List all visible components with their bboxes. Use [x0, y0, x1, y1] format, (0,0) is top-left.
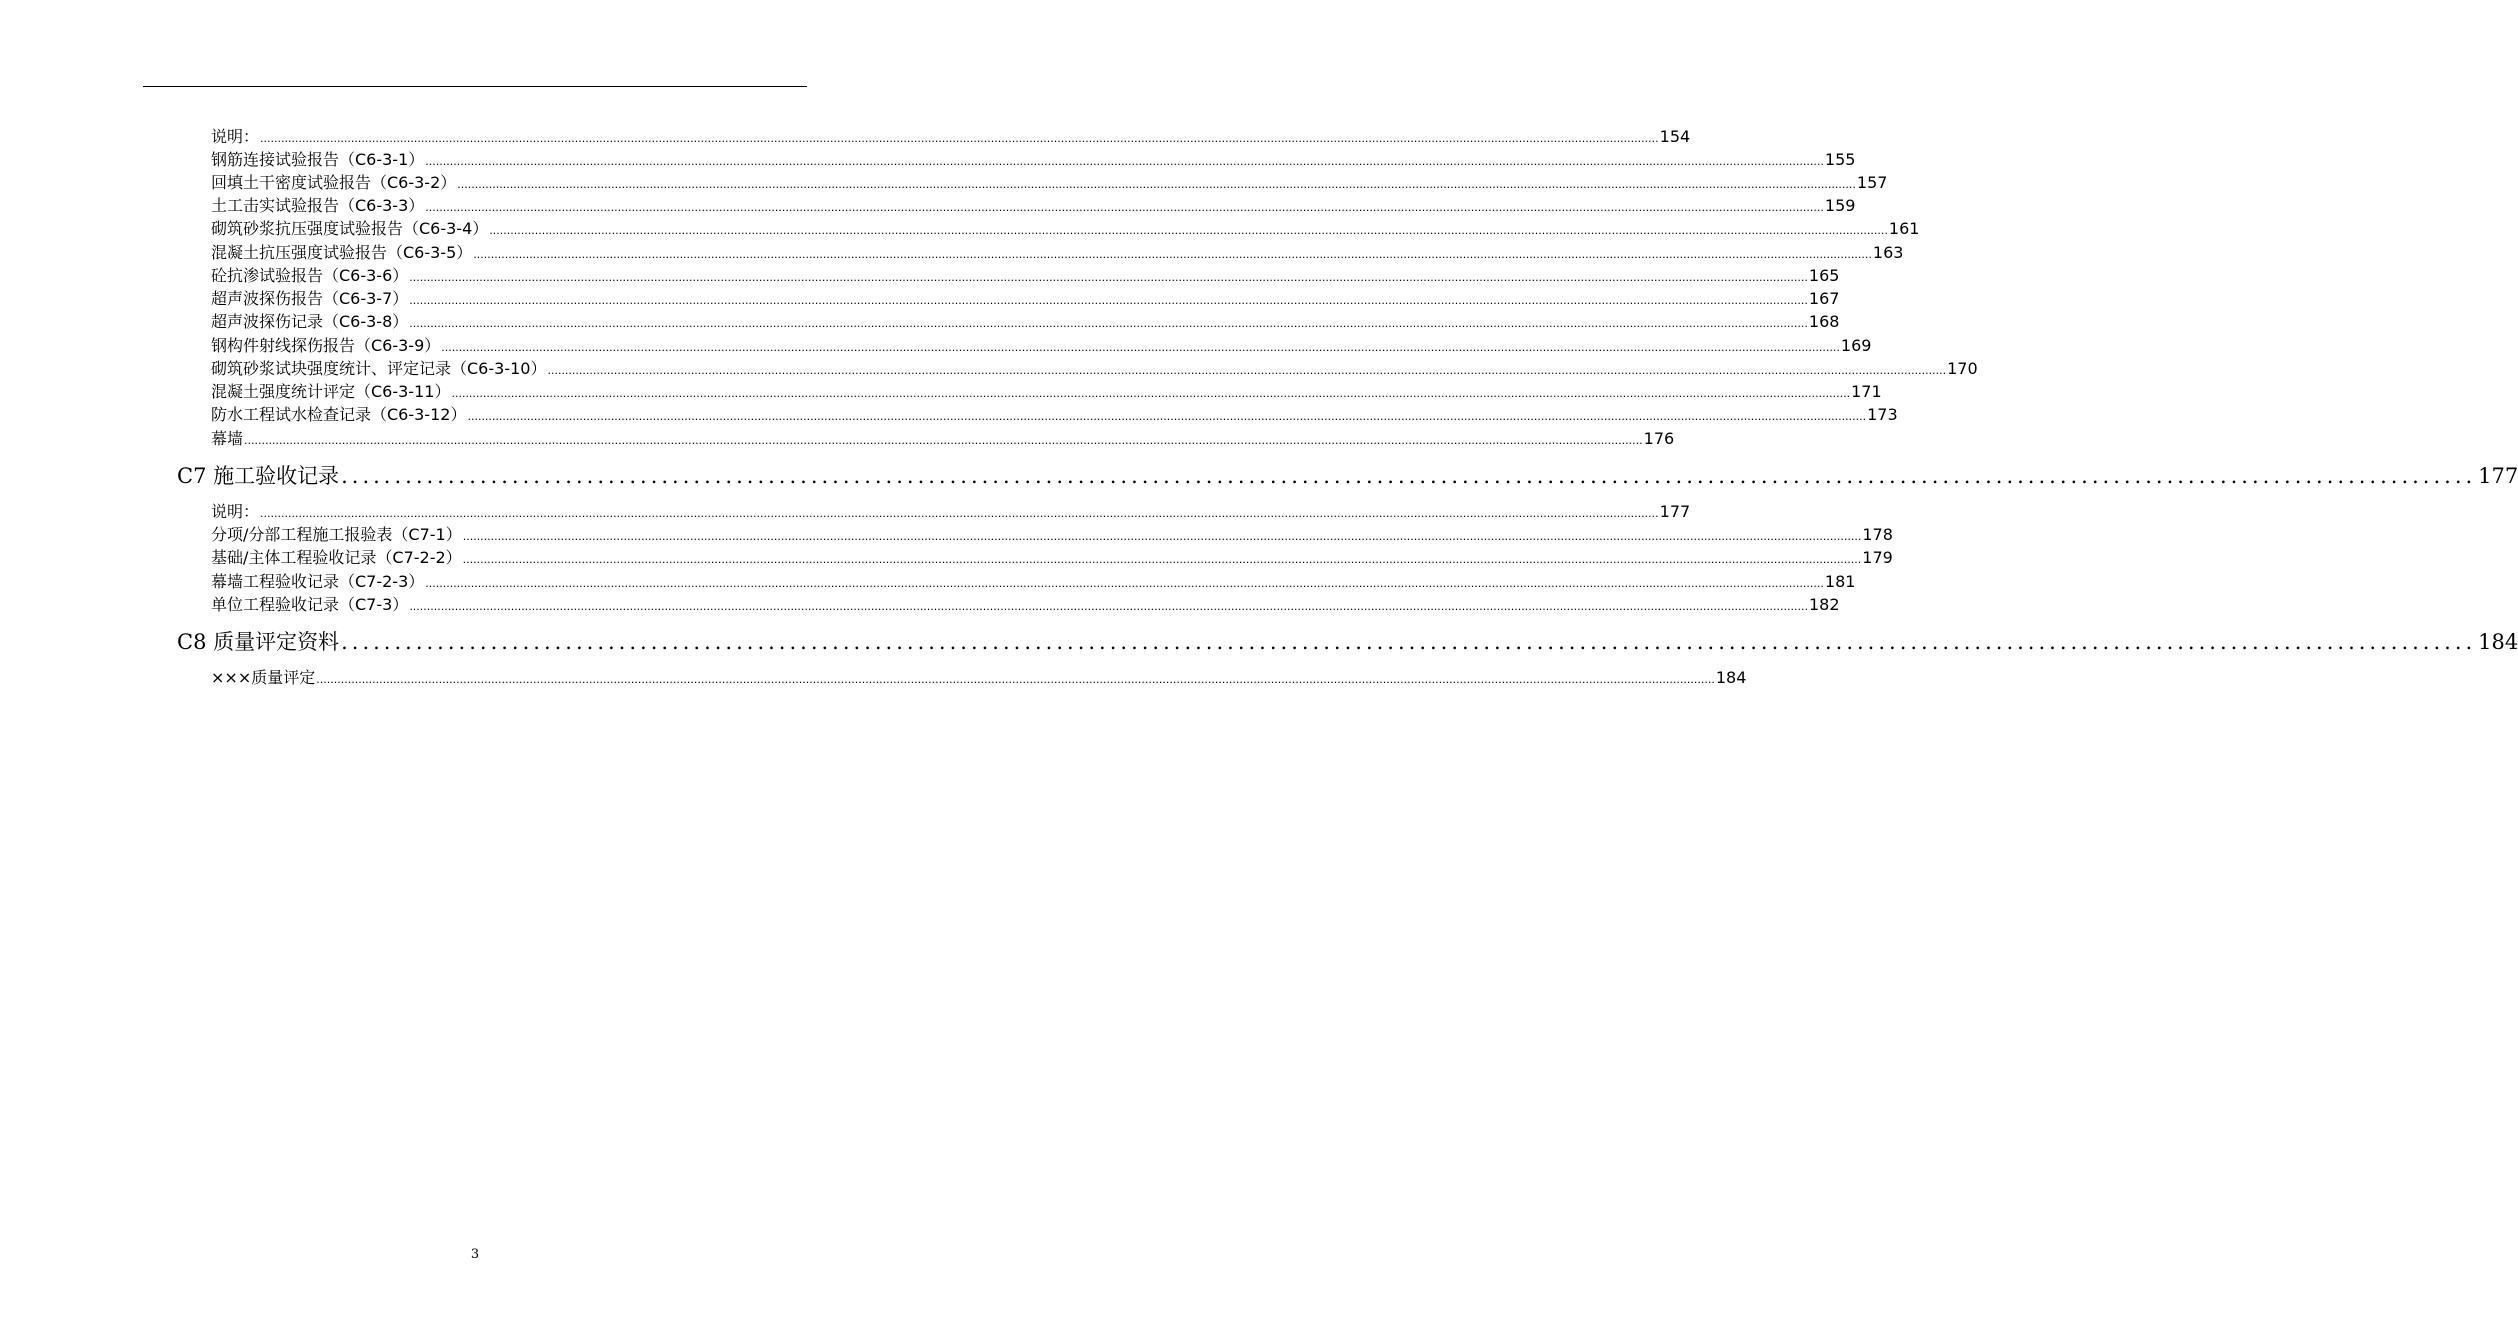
toc-entry-page: 178	[1862, 525, 1893, 544]
toc-entry-title: 砌筑砂浆抗压强度试验报告（C6-3-4）	[211, 219, 489, 238]
toc-entry-title: 混凝土强度统计评定（C6-3-11）	[211, 382, 451, 401]
toc-leader-dots: ................................................................................................................................................................................................................................................................................................................................................................................................................	[260, 132, 1659, 145]
toc-entry[interactable]	[211, 404, 1898, 426]
toc-entry-title: 分项/分部工程施工报验表（C7-1）	[211, 525, 462, 544]
toc-entry-page: 157	[1856, 173, 1888, 192]
toc-entry[interactable]	[211, 335, 1872, 357]
toc-entry-title: 说明：	[211, 127, 260, 146]
toc-entry[interactable]	[211, 172, 1888, 194]
toc-entry-title: 防水工程试水检查记录（C6-3-12）	[211, 405, 467, 424]
toc-leader-dots: ................................................................................................................................................................................................................................................................................................................................................................................................................	[547, 364, 1947, 377]
toc-entry[interactable]	[211, 667, 1747, 689]
toc-entry-title: 钢筋连接试验报告（C6-3-1）	[211, 150, 425, 169]
toc-entry[interactable]	[211, 381, 1882, 403]
toc-entry[interactable]	[211, 571, 1856, 593]
toc-leader-dots: ........................................................................................................................................................................................................	[341, 630, 2477, 654]
toc-leader-dots: ................................................................................................................................................................................................................................................................................................................................................................................................................	[409, 317, 1808, 330]
toc-section-entry[interactable]	[177, 628, 2518, 656]
toc-entry-title: 幕墙工程验收记录（C7-2-3）	[211, 572, 425, 591]
toc-entry-page: 169	[1840, 336, 1872, 355]
toc-entry[interactable]	[211, 358, 1978, 380]
toc-entry-page: 177	[1659, 502, 1691, 521]
toc-entry-page: 163	[1872, 243, 1904, 262]
toc-leader-dots: ................................................................................................................................................................................................................................................................................................................................................................................................................	[451, 387, 1851, 400]
toc-entry[interactable]	[211, 288, 1840, 310]
header-rule	[143, 86, 807, 87]
toc-entry-page: 184	[1715, 668, 1747, 687]
toc-entry-title: 土工击实试验报告（C6-3-3）	[211, 196, 425, 215]
toc-entry-page: 184	[2478, 630, 2518, 654]
toc-leader-dots: ................................................................................................................................................................................................................................................................................................................................................................................................................	[409, 294, 1808, 307]
toc-entry[interactable]	[211, 501, 1691, 523]
toc-entry[interactable]	[211, 594, 1840, 616]
toc-leader-dots: ........................................................................................................................................................................................................	[341, 464, 2477, 488]
toc-entry-title: 砼抗渗试验报告（C6-3-6）	[211, 266, 409, 285]
toc-entry[interactable]	[211, 149, 1856, 171]
toc-entry-page: 168	[1808, 312, 1840, 331]
toc-entry-page: 165	[1808, 266, 1840, 285]
toc-entry[interactable]	[211, 126, 1691, 148]
toc-entry-title: 钢构件射线探伤报告（C6-3-9）	[211, 336, 441, 355]
toc-entry-page: 170	[1947, 359, 1978, 378]
toc-leader-dots: ................................................................................................................................................................................................................................................................................................................................................................................................................	[441, 341, 1840, 354]
toc-entry-title: C8 质量评定资料	[177, 630, 340, 654]
toc-entry-title: ×××质量评定	[211, 668, 316, 687]
toc-section-entry[interactable]	[177, 462, 2518, 490]
toc-entry[interactable]	[211, 311, 1840, 333]
toc-entry-page: 176	[1643, 429, 1675, 448]
toc-entry-title: 单位工程验收记录（C7-3）	[211, 595, 409, 614]
toc-leader-dots: ................................................................................................................................................................................................................................................................................................................................................................................................................	[425, 577, 1824, 590]
toc-leader-dots: ................................................................................................................................................................................................................................................................................................................................................................................................................	[467, 410, 1867, 423]
toc-entry-title: C7 施工验收记录	[177, 464, 340, 488]
page-number: 3	[470, 1247, 480, 1262]
toc-entry-page: 155	[1824, 150, 1856, 169]
toc-entry-title: 混凝土抗压强度试验报告（C6-3-5）	[211, 243, 473, 262]
toc-entry[interactable]	[211, 265, 1840, 287]
toc-entry-page: 154	[1659, 127, 1691, 146]
toc-entry-page: 179	[1862, 548, 1893, 567]
toc-entry[interactable]	[211, 547, 1893, 569]
toc-leader-dots: ................................................................................................................................................................................................................................................................................................................................................................................................................	[425, 201, 1824, 214]
toc-leader-dots: ................................................................................................................................................................................................................................................................................................................................................................................................................	[457, 178, 1856, 191]
toc-leader-dots: ................................................................................................................................................................................................................................................................................................................................................................................................................	[409, 600, 1808, 613]
toc-entry-title: 砌筑砂浆试块强度统计、评定记录（C6-3-10）	[211, 359, 547, 378]
toc-entry-title: 回填土干密度试验报告（C6-3-2）	[211, 173, 457, 192]
toc-leader-dots: ................................................................................................................................................................................................................................................................................................................................................................................................................	[489, 224, 1888, 237]
toc-entry-title: 超声波探伤报告（C6-3-7）	[211, 289, 409, 308]
toc-entry-title: 幕墙	[211, 429, 244, 448]
toc-leader-dots: ................................................................................................................................................................................................................................................................................................................................................................................................................	[260, 507, 1659, 520]
toc-entry-title: 基础/主体工程验收记录（C7-2-2）	[211, 548, 462, 567]
toc-entry[interactable]	[211, 524, 1893, 546]
toc-leader-dots: ................................................................................................................................................................................................................................................................................................................................................................................................................	[409, 271, 1808, 284]
toc-entry-page: 173	[1867, 405, 1898, 424]
toc-entry[interactable]	[211, 195, 1856, 217]
toc-leader-dots: ................................................................................................................................................................................................................................................................................................................................................................................................................	[462, 530, 1862, 543]
toc-leader-dots: ................................................................................................................................................................................................................................................................................................................................................................................................................	[425, 155, 1824, 168]
toc-leader-dots: ................................................................................................................................................................................................................................................................................................................................................................................................................	[473, 248, 1872, 261]
toc-entry-page: 161	[1888, 219, 1920, 238]
toc-entry[interactable]	[211, 242, 1904, 264]
toc-entry-page: 171	[1851, 382, 1882, 401]
toc-entry-page: 167	[1808, 289, 1840, 308]
toc-entry[interactable]	[211, 428, 1675, 450]
toc-entry-page: 182	[1808, 595, 1840, 614]
toc-entry-page: 159	[1824, 196, 1856, 215]
toc-leader-dots: ................................................................................................................................................................................................................................................................................................................................................................................................................	[244, 434, 1643, 447]
toc-entry-title: 说明：	[211, 502, 260, 521]
toc-entry-page: 177	[2478, 464, 2518, 488]
toc-leader-dots: ................................................................................................................................................................................................................................................................................................................................................................................................................	[462, 553, 1862, 566]
toc-entry-page: 181	[1824, 572, 1856, 591]
toc-entry[interactable]	[211, 218, 1920, 240]
toc-leader-dots: ................................................................................................................................................................................................................................................................................................................................................................................................................	[316, 673, 1715, 686]
toc-entry-title: 超声波探伤记录（C6-3-8）	[211, 312, 409, 331]
